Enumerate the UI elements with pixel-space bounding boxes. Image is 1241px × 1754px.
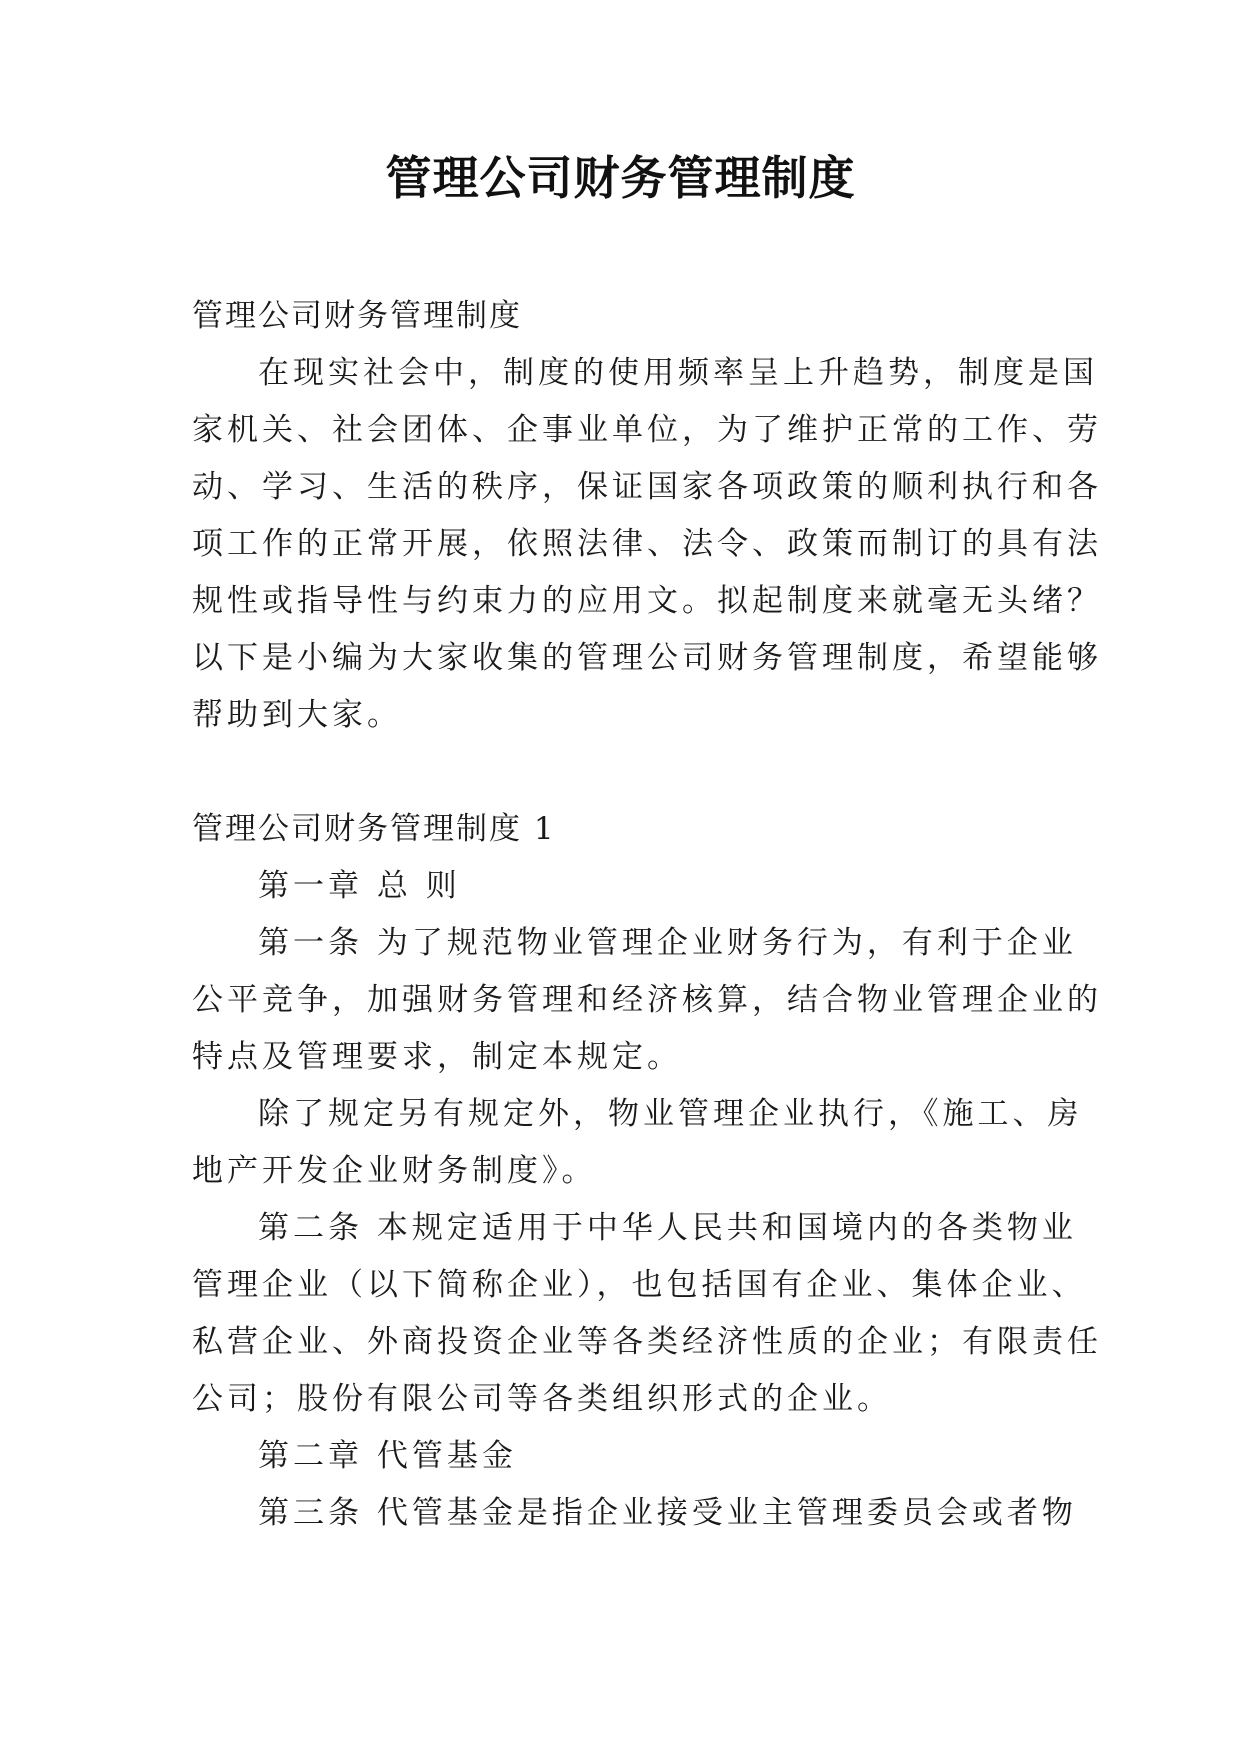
paragraph-gap <box>192 744 1062 801</box>
body-line: 帮助到大家。 <box>192 697 402 733</box>
body-line: 特点及管理要求，制定本规定。 <box>192 1039 682 1075</box>
section-heading: 管理公司财务管理制度 <box>192 298 522 334</box>
body-line: 公平竞争，加强财务管理和经济核算，结合物业管理企业的 <box>192 982 1102 1018</box>
body-line: 第二条 本规定适用于中华人民共和国境内的各类物业 <box>258 1210 1077 1246</box>
section-heading: 管理公司财务管理制度 1 <box>192 811 556 847</box>
body-line: 项工作的正常开展，依照法律、法令、政策而制订的具有法 <box>192 526 1102 562</box>
body-line: 公司；股份有限公司等各类组织形式的企业。 <box>192 1381 892 1417</box>
document-body <box>192 288 1102 1542</box>
body-line: 动、学习、生活的秩序，保证国家各项政策的顺利执行和各 <box>192 469 1102 505</box>
body-line: 第三条 代管基金是指企业接受业主管理委员会或者物 <box>258 1495 1077 1531</box>
body-line: 私营企业、外商投资企业等各类经济性质的企业；有限责任 <box>192 1324 1102 1360</box>
body-line: 家机关、社会团体、企事业单位，为了维护正常的工作、劳 <box>192 412 1102 448</box>
body-line: 管理企业（以下简称企业），也包括国有企业、集体企业、 <box>192 1267 1087 1303</box>
body-line: 以下是小编为大家收集的管理公司财务管理制度，希望能够 <box>192 640 1102 676</box>
body-line: 地产开发企业财务制度》。 <box>192 1153 597 1189</box>
document-title: 管理公司财务管理制度 <box>385 151 856 205</box>
body-line: 第二章 代管基金 <box>258 1438 517 1474</box>
body-line: 除了规定另有规定外，物业管理企业执行，《施工、房 <box>258 1096 1083 1132</box>
body-line: 规性或指导性与约束力的应用文。拟起制度来就毫无头绪？ <box>192 583 1102 619</box>
body-line: 第一条 为了规范物业管理企业财务行为，有利于企业 <box>258 925 1077 961</box>
body-line: 第一章 总 则 <box>258 868 461 904</box>
body-line: 在现实社会中，制度的使用频率呈上升趋势，制度是国 <box>258 355 1098 391</box>
